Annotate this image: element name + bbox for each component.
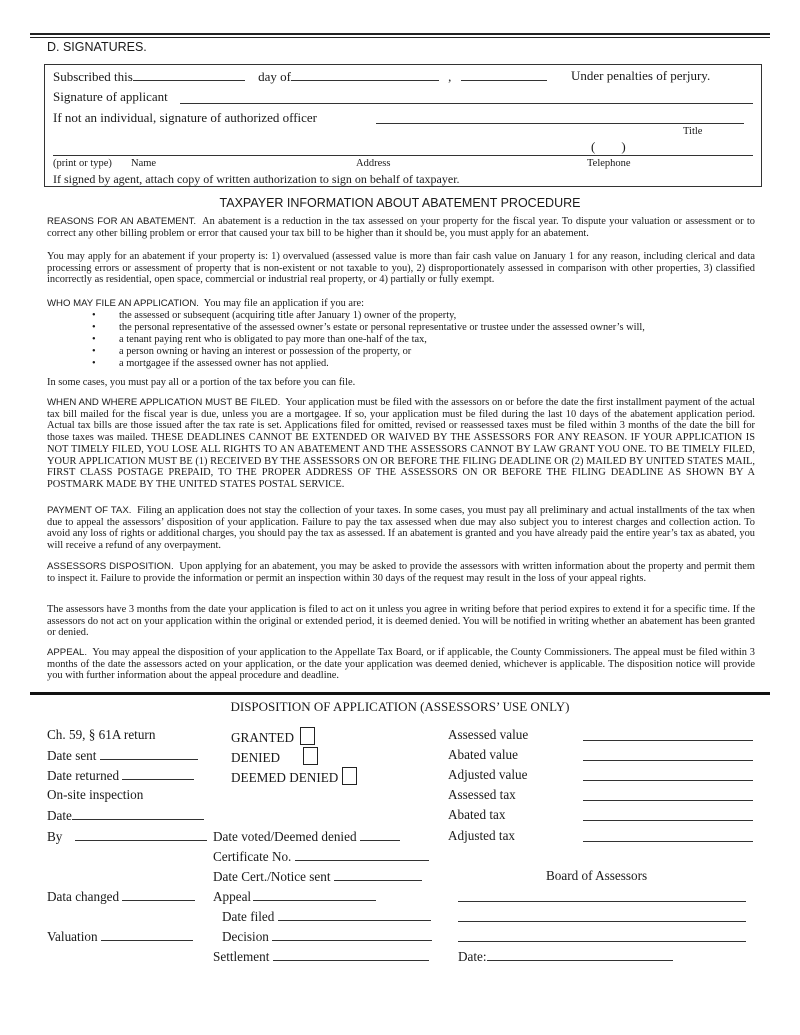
print-or-type-label: (print or type): [53, 158, 112, 169]
date-voted-row: Date voted/Deemed denied: [213, 828, 400, 845]
granted-row: GRANTED: [231, 727, 315, 746]
payment-paragraph: [47, 505, 755, 552]
agent-note: If signed by agent, attach copy of written authorization to sign on behalf of taxpayer.: [53, 172, 460, 186]
board-signature-field[interactable]: [458, 941, 746, 942]
day-of-field[interactable]: [291, 68, 439, 81]
address-label: Address: [356, 158, 391, 169]
date-filed-row: Date filed: [222, 908, 431, 925]
abated-value-label: Abated value: [448, 747, 518, 762]
by-field[interactable]: [75, 828, 207, 841]
onsite-label: On-site inspection: [47, 787, 144, 802]
certificate-field[interactable]: [295, 848, 429, 861]
denied-checkbox[interactable]: [303, 747, 318, 765]
certificate-row: Certificate No.: [213, 848, 429, 865]
info-title: TAXPAYER INFORMATION ABOUT ABATEMENT PROCEDURE: [219, 196, 581, 210]
applicant-signature-label: Signature of applicant: [53, 89, 168, 104]
year-field[interactable]: [461, 68, 547, 81]
may-apply-paragraph: You may apply for an abatement if your property is: 1) overvalued (assessed value is more than fair cash value on January 1 for any reason, including clerical and data processing errors or assessment of property that is non-existent or not taxable to you), 2) disproportionately assessed in comparison with other properties, 3) classified incorrectly as residential, open space, commercial or industrial real property, or 4) partially or fully exempt.: [47, 251, 755, 286]
adjusted-value-label: Adjusted value: [448, 767, 528, 782]
adjusted-tax-label: Adjusted tax: [448, 828, 516, 843]
inspection-date-row: Date: [47, 807, 204, 824]
subscribed-label: Subscribed this: [53, 69, 133, 84]
date-returned-row: Date returned: [47, 767, 194, 784]
settlement-field[interactable]: [273, 948, 429, 961]
name-address-phone-field[interactable]: [53, 155, 753, 156]
board-signature-field[interactable]: [458, 921, 746, 922]
when-text: Your application must be filed with the assessors on or before the date the first installment payment of the actual tax bill mailed for the fiscal year is due, unless you are a mortgagee. If so, your application must be filed during the last 10 days of the abatement application period. Actual tax bills are those issued after the tax rate is set. Applications filed for omitted, revised or reassessed taxes must be filed within 3 months of the date the bill for those taxes was mailed. THESE DEADLINES CANNOT BE EXTENDED OR WAIVED BY THE ASSESSORS FOR ANY REASON. IF YOUR APPLICATION IS NOT TIMELY FILED, YOU LOSE ALL RIGHTS TO AN ABATEMENT AND THE ASSESSORS CANNOT BY LAW GRANT YOU ONE. TO BE TIMELY FILED, YOUR APPLICATION MUST BE (1) RECEIVED BY THE ASSESSORS ON OR BEFORE THE FILING DEADLINE OR (2) MAILED BY UNITED STATES MAIL, FIRST CLASS POSTAGE PREPAID, TO THE PROPER ADDRESS OF THE ASSESSORS ON OR BEFORE THE FILING DEADLINE AS SHOWN BY A POSTMARK MADE BY THE UNITED STATES POSTAL SERVICE.: [47, 397, 755, 490]
subscribed-day-field[interactable]: [133, 68, 245, 81]
by-row: By: [47, 828, 207, 845]
date-sent-field[interactable]: [100, 747, 198, 760]
bullet-icon: •: [92, 345, 96, 357]
date-cert-row: Date Cert./Notice sent: [213, 868, 422, 885]
subscribed-row: [53, 68, 547, 85]
deemed-denied-row: DEEMED DENIED: [231, 767, 357, 786]
officer-signature-field[interactable]: [376, 123, 744, 124]
data-changed-field[interactable]: [122, 888, 195, 901]
date-filed-field[interactable]: [278, 908, 431, 921]
assessed-value-field[interactable]: [583, 740, 753, 741]
who-text: You may file an application if you are:: [203, 298, 364, 309]
assessed-value-label: Assessed value: [448, 727, 529, 742]
abated-tax-label: Abated tax: [448, 807, 506, 822]
adjusted-value-field[interactable]: [583, 780, 753, 781]
appeal-heading: APPEAL.: [47, 647, 87, 658]
perjury-label: Under penalties of perjury.: [571, 68, 711, 83]
bullet-icon: •: [92, 321, 96, 333]
bullet-icon: •: [92, 357, 96, 369]
bullet-icon: •: [92, 310, 96, 321]
appeal-field[interactable]: [253, 888, 376, 901]
list-item: • a mortgagee if the assessed owner has not applied.: [92, 357, 329, 369]
list-item: • the personal representative of the assessed owner’s estate or personal representative or trustee under the assessed owner’s will,: [92, 321, 645, 333]
granted-checkbox[interactable]: [300, 727, 315, 745]
assessed-tax-field[interactable]: [583, 800, 753, 801]
title-label: Title: [683, 126, 703, 137]
day-of-label: day of: [258, 69, 291, 84]
reasons-paragraph: [47, 216, 755, 239]
disposition-text: Upon applying for an abatement, you may be asked to provide the assessors with written information about the property and permit them to inspect it. Failure to provide the information or permit an inspection within 30 days of the request may result in the loss of your appeal rights.: [47, 561, 755, 584]
abated-value-field[interactable]: [583, 760, 753, 761]
applicant-signature-field[interactable]: [180, 103, 753, 104]
board-date-row: Date:: [458, 948, 673, 965]
disposition-rule: [30, 692, 770, 695]
disposition-heading: ASSESSORS DISPOSITION.: [47, 561, 174, 572]
abated-tax-field[interactable]: [583, 820, 753, 821]
denied-row: DENIED: [231, 747, 318, 766]
date-voted-field[interactable]: [360, 828, 400, 841]
when-heading: WHEN AND WHERE APPLICATION MUST BE FILED.: [47, 397, 281, 408]
who-footer: In some cases, you must pay all or a portion of the tax before you can file.: [47, 377, 356, 388]
comma: ,: [448, 69, 452, 84]
deemed-denied-checkbox[interactable]: [342, 767, 357, 785]
inspection-date-field[interactable]: [72, 807, 204, 820]
payment-text: Filing an application does not stay the collection of your taxes. In some cases, you must pay all preliminary and actual installments of the tax when due to appeal the assessors’ disposition of your application. Failure to pay the tax assessed when due may also subject you to interest charges and collection action. To avoid any loss of rights or additional charges, you should pay the tax as assessed. If an abatement is granted and you have already paid the entire year’s tax as abated, you will receive a refund of any overpayment.: [47, 505, 755, 552]
board-label: Board of Assessors: [546, 868, 648, 883]
appeal-paragraph: [47, 647, 755, 682]
decision-field[interactable]: [272, 928, 432, 941]
assessed-tax-label: Assessed tax: [448, 787, 516, 802]
officer-signature-label: If not an individual, signature of authorized officer: [53, 110, 318, 125]
bullet-icon: •: [92, 333, 96, 345]
reasons-text: An abatement is a reduction in the tax assessed on your property for the fiscal year. To dispute your valuation or assessment or to correct any other billing problem or error that caused your tax bill to be higher than it should be, you must apply for an abatement.: [47, 216, 755, 239]
adjusted-tax-field[interactable]: [583, 841, 753, 842]
list-item: • a tenant paying rent who is obligated to pay more than one-half of the tax,: [92, 333, 427, 345]
decision-row: Decision: [222, 928, 432, 945]
reasons-heading: REASONS FOR AN ABATEMENT.: [47, 216, 197, 227]
settlement-row: Settlement: [213, 948, 429, 965]
when-paragraph: [47, 397, 755, 491]
disposition-title: DISPOSITION OF APPLICATION (ASSESSORS’ USE ONLY): [230, 699, 570, 714]
three-months-paragraph: The assessors have 3 months from the date your application is filed to act on it unless you agree in writing before that period expires to extend it for a specific time. If the assessors do not act on your application within the original or extended period, it is deemed denied. You will be notified in writing whether an abatement has been granted or denied.: [47, 604, 755, 639]
return-label: Ch. 59, § 61A return: [47, 727, 156, 742]
who-heading: WHO MAY FILE AN APPLICATION.: [47, 298, 199, 309]
data-changed-row: Data changed: [47, 888, 195, 905]
phone-parens: ( ): [591, 139, 626, 154]
who-bullet-list: [92, 310, 645, 370]
valuation-row: Valuation: [47, 928, 193, 945]
board-date-field[interactable]: [487, 948, 673, 961]
list-item: • the assessed or subsequent (acquiring title after January 1) owner of the property,: [92, 310, 457, 321]
top-rule: [30, 33, 770, 38]
disposition-paragraph: [47, 561, 755, 584]
list-item: • a person owning or having an interest or possession of the property, or: [92, 345, 412, 357]
section-title: D. SIGNATURES.: [47, 40, 147, 54]
appeal-text: You may appeal the disposition of your application to the Appellate Tax Board, or if applicable, the County Commissioners. The appeal must be filed within 3 months of the date the assessors acted on your application, or the date your application was deemed denied, whichever is applicable. The disposition notice will provide you with further information about the appeal procedure and deadline.: [47, 647, 755, 682]
name-label: Name: [131, 158, 157, 169]
appeal-row: Appeal: [213, 888, 376, 905]
payment-heading: PAYMENT OF TAX.: [47, 505, 132, 516]
who-paragraph: [47, 298, 755, 310]
date-returned-field[interactable]: [122, 767, 194, 780]
telephone-label: Telephone: [587, 158, 631, 169]
valuation-field[interactable]: [101, 928, 193, 941]
board-signature-field[interactable]: [458, 901, 746, 902]
date-cert-field[interactable]: [334, 868, 422, 881]
date-sent-row: Date sent: [47, 747, 198, 764]
